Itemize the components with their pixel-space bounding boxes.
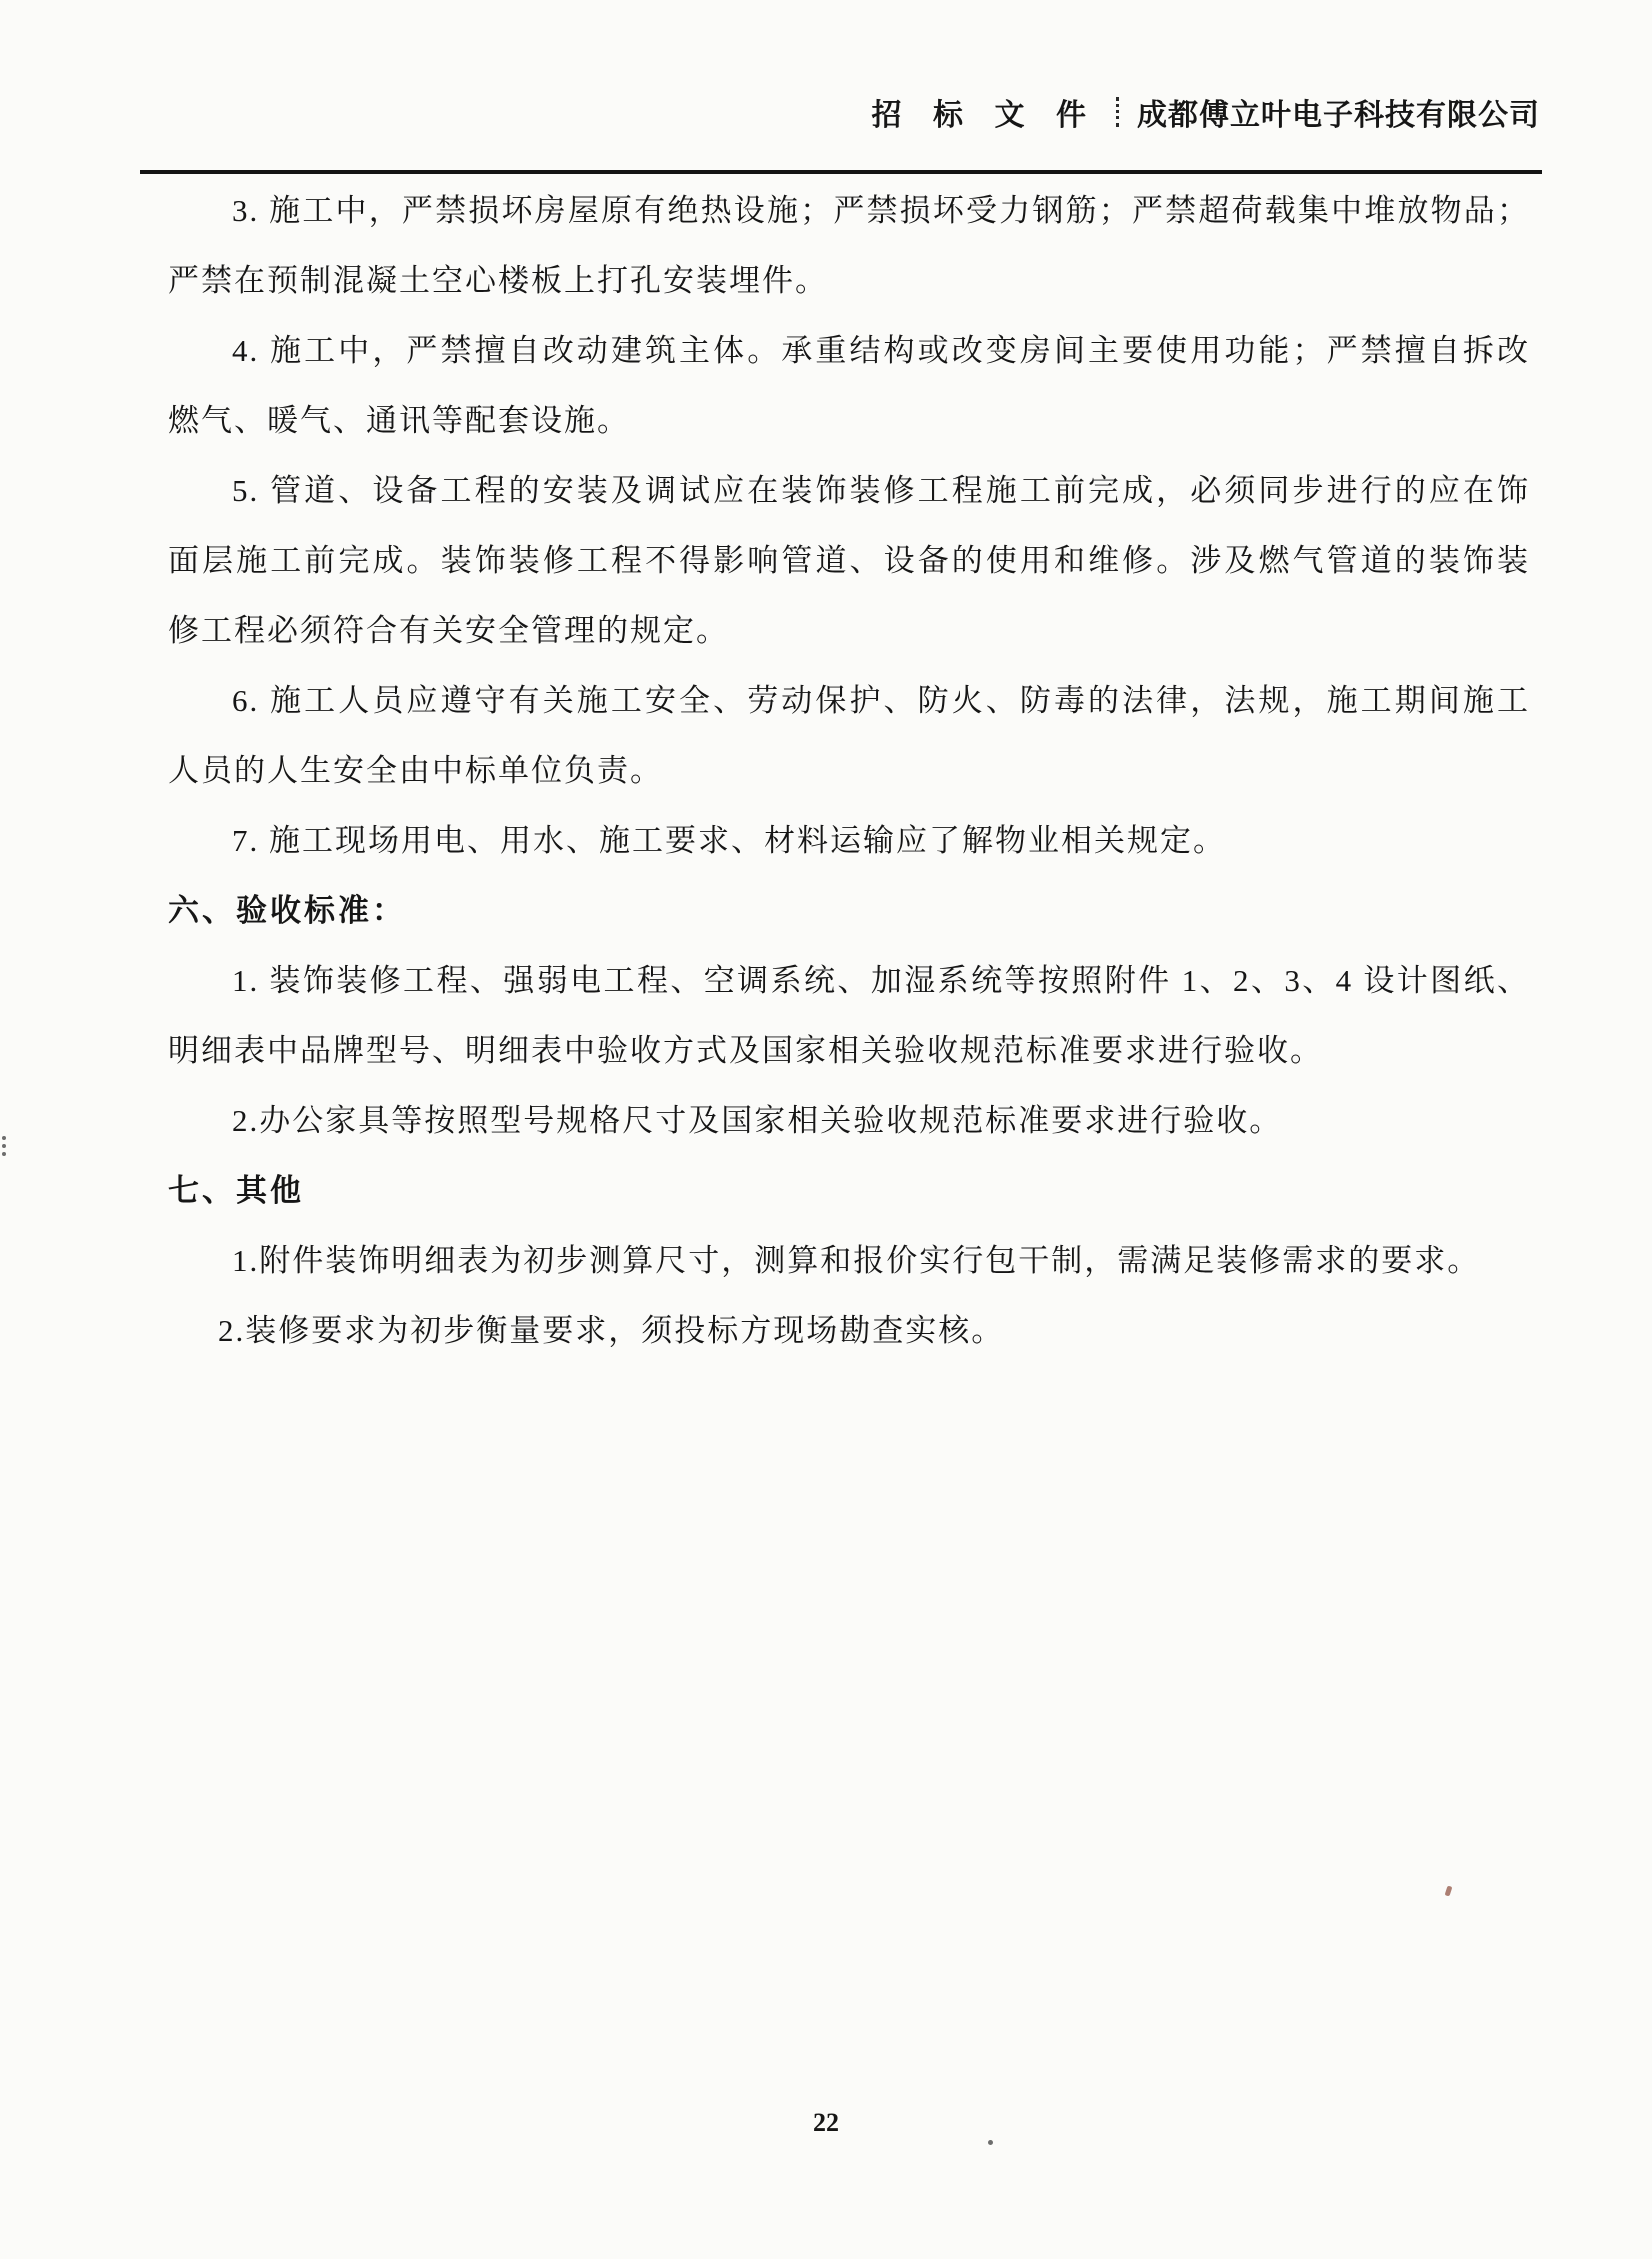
paragraph-line: 1.附件装饰明细表为初步测算尺寸，测算和报价实行包干制，需满足装修需求的要求。 [232,1243,1481,1278]
scan-speck [988,2140,993,2145]
header-rule [140,170,1542,174]
scan-speck [2,1136,6,1156]
doc-type-label: 招 标 文 件 [871,99,1098,132]
page-header [872,90,1541,134]
paragraph-line: 人员的人生安全由中标单位负责。 [168,753,663,788]
paragraph-line: 面层施工前完成。装饰装修工程不得影响管道、设备的使用和维修。涉及燃气管道的装饰装 [168,543,1530,578]
paragraph-line: 2.装修要求为初步衡量要求，须投标方现场勘查实核。 [218,1313,1005,1348]
paragraph-line: 3. 施工中，严禁损坏房屋原有绝热设施；严禁损坏受力钢筋；严禁超荷载集中堆放物品； [232,193,1530,228]
section-heading-acceptance: 六、验收标准： [168,893,406,928]
paragraph-line: 1. 装饰装修工程、强弱电工程、空调系统、加湿系统等按照附件 1、2、3、4 设计图纸、 [232,963,1530,998]
paragraph-line: 明细表中品牌型号、明细表中验收方式及国家相关验收规范标准要求进行验收。 [168,1033,1323,1068]
paragraph-line: 7. 施工现场用电、用水、施工要求、材料运输应了解物业相关规定。 [232,823,1226,858]
paragraph-line: 燃气、暖气、通讯等配套设施。 [168,403,630,438]
page-number: 22 [813,2108,839,2137]
header-divider [1116,97,1119,127]
paragraph-line: 5. 管道、设备工程的安装及调试应在装饰装修工程施工前完成，必须同步进行的应在饰 [232,473,1530,508]
company-name: 成都傅立叶电子科技有限公司 [1137,99,1540,132]
paragraph-line: 6. 施工人员应遵守有关施工安全、劳动保护、防火、防毒的法律，法规，施工期间施工 [232,683,1530,718]
scan-speck [1445,1885,1453,1896]
paragraph-line: 修工程必须符合有关安全管理的规定。 [168,613,729,648]
paragraph-line: 严禁在预制混凝土空心楼板上打孔安装埋件。 [168,263,828,298]
paragraph-line: 2.办公家具等按照型号规格尺寸及国家相关验收规范标准要求进行验收。 [232,1103,1283,1138]
document-body [168,176,1530,1366]
section-heading-other: 七、其他 [168,1173,304,1208]
paragraph-line: 4. 施工中，严禁擅自改动建筑主体。承重结构或改变房间主要使用功能；严禁擅自拆改 [232,333,1530,368]
